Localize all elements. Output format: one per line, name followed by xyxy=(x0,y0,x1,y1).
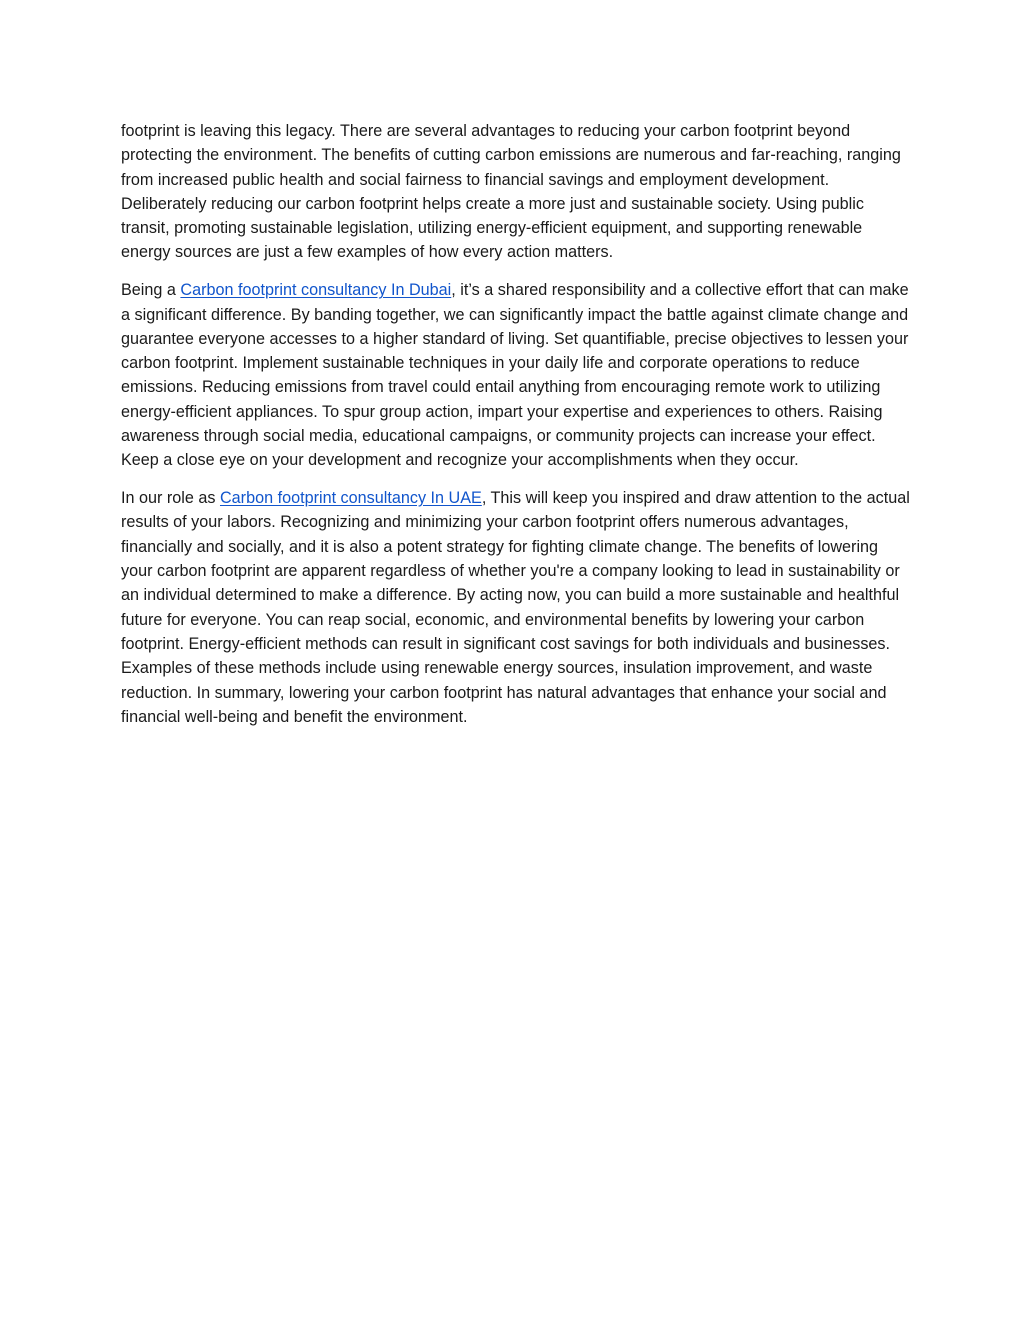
paragraph-2 xyxy=(121,278,911,472)
paragraph-2-intro: Being a xyxy=(121,281,181,300)
paragraph-2-body: , it’s a shared responsibility and a collective effort that can make a significant difference. By banding together, we can significantly impact the battle against climate change and guarantee everyone accesses to a higher standard of living. Set quantifiable, precise objectives to lessen your carbon footprint. Implement sustainable techniques in your daily life and corporate operations to reduce emissions. Reducing emissions from travel could entail anything from encouraging remote work to utilizing energy-efficient appliances. To spur group action, impart your expertise and experiences to others. Raising awareness through social media, educational campaigns, or community projects can increase your effect. Keep a close eye on your development and recognize your accomplishments when they occur. xyxy=(121,281,909,470)
link-carbon-consultancy-uae[interactable]: Carbon footprint consultancy In UAE xyxy=(219,489,482,508)
document-body xyxy=(121,119,911,743)
link-carbon-consultancy-dubai[interactable]: Carbon footprint consultancy In Dubai xyxy=(180,281,452,300)
paragraph-3 xyxy=(121,486,911,729)
paragraph-3-intro: In our role as xyxy=(121,489,220,508)
paragraph-3-body: , This will keep you inspired and draw attention to the actual results of your labors. Recognizing and minimizing your carbon footprint offers numerous advantages, financially and socially, and it is also a potent strategy for fighting climate change. The benefits of lowering your carbon footprint are apparent regardless of whether you're a company looking to lead in sustainability or an individual determined to make a difference. By acting now, you can build a more sustainable and healthful future for everyone. You can reap social, economic, and environmental benefits by lowering your carbon footprint. Energy-efficient methods can result in significant cost savings for both individuals and businesses. Examples of these methods include using renewable energy sources, insulation improvement, and waste reduction. In summary, lowering your carbon footprint has natural advantages that enhance your social and financial well-being and benefit the environment. xyxy=(121,489,910,726)
paragraph-1: footprint is leaving this legacy. There are several advantages to reducing your carbon footprint beyond protecting the environment. The benefits of cutting carbon emissions are numerous and far-reaching, ranging from increased public health and social fairness to financial savings and employment development. Deliberately reducing our carbon footprint helps create a more just and sustainable society. Using public transit, promoting sustainable legislation, utilizing energy-efficient equipment, and supporting renewable energy sources are just a few examples of how every action matters. xyxy=(121,122,901,262)
